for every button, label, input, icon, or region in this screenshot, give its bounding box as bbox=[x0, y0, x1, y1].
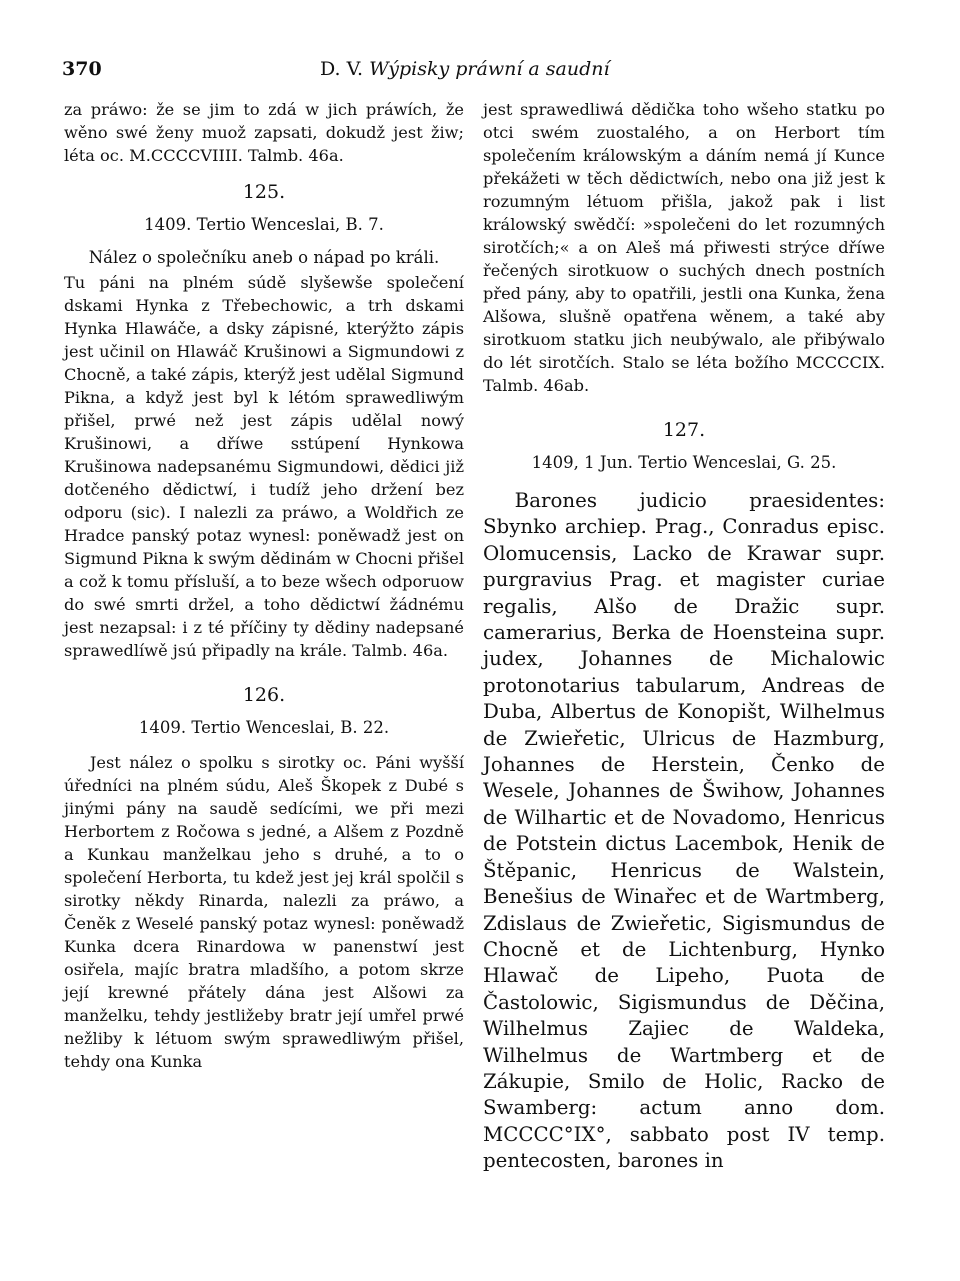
page-number: 370 bbox=[62, 58, 102, 80]
section-126-number: 126. bbox=[242, 684, 286, 706]
section-127-number: 127. bbox=[662, 419, 706, 441]
section-125-number: 125. bbox=[242, 181, 286, 203]
right-column bbox=[483, 98, 885, 1175]
left-column bbox=[64, 98, 464, 1073]
section-label: D. V. bbox=[320, 58, 364, 80]
right-continuation-text: jest sprawedliwá dědička toho wšeho statku po otci swém zuostalého, a on Herbort tím společením králowským a dáním nemá jí Kunce překážeti w těch dědictwích, nebo ona již jest k rozumným létuom přišla, jakož pak i list králowský swědčí: »společeni do let rozumných sirotčích;« a on Aleš má přiwesti strýce dříwe řečených sirotkuow o suchých dnech postních před pány, aby to opatřili, jestli ona Kunka, žena Alšowa, slušně opatřena wěnem, a také aby sirotkuom statku jich neubýwalo, ale přibýwalo do lét sirotčích. Stalo se léta božího MCCCCIX. Talmb. 46ab. bbox=[483, 100, 885, 395]
left-intro-text: za práwo: že se jim to zdá w jich práwích, že wěno swé ženy muož zapsati, dokudž jest žiw; léta oc. M.CCCCVIIII. Talmb. 46a. bbox=[64, 100, 464, 165]
section-125-meta: 1409. Tertio Wenceslai, B. 7. bbox=[144, 215, 384, 234]
section-127-meta: 1409, 1 Jun. Tertio Wenceslai, G. 25. bbox=[531, 453, 837, 472]
section-125-heading: Nález o společníku aneb o nápad po králi. bbox=[88, 248, 440, 267]
section-title: Wýpisky práwní a saudní bbox=[369, 58, 610, 80]
section-126-body: Jest nález o spolku s sirotky oc. Páni wyšší úředníci na plném súdu, Aleš Škopek z Dubé s jinými pány na saudě sedícími, we při mezi Herbortem z Ročowa s jedné, a Alšem z Pozdně a Kunkau manželkau jeho s druhé, a to o společení Herborta, tu kdež jest jej král spolčil s sirotky někdy Rinarda, nalezli za práwo, a Čeněk z Weselé panský potaz wynesl: poněwadž Kunka dcera Rinardowa w panenstwí jest osiřela, majíc bratra mladšího, a potom skrze její krewné přátely dána jest Alšowi za manželku, tehdy jestližeby bratr její umřel prwé nežliby k létuom swým sprawedliwým přišel, tehdy ona Kunka bbox=[64, 753, 464, 1071]
section-127-body: Barones judicio praesidentes: Sbynko archiep. Prag., Conradus episc. Olomucensis, Lacko de Krawar supr. purgravius Prag. et magister curiae regalis, Alšo de Dražic supr. camerarius, Berka de Hoensteina supr. judex, Johannes de Michalowic protonotarius tabularum, Andreas de Duba, Albertus de Konopišt, Wilhelmus de Zwieřetic, Ulricus de Hazmburg, Johannes de Herstein, Čenko de Wesele, Johannes de Šwihow, Johannes de Wilhartic et de Novadomo, Henricus de Potstein dictus Lacembok, Henik de Štěpanic, Henricus de Walstein, Benešius de Winařec et de Wartmberg, Zdislaus de Zwieřetic, Sigismundus de Chocně et de Lichtenburg, Hynko Hlawač de Lipeho, Puota de Častolowic, Sigismundus de Děčina, Wilhelmus Zajiec de Waldeka, Wilhelmus de Wartmberg et de Zákupie, Smilo de Holic, Racko de Swamberg: actum anno dom. MCCCC°IX°, sabbato post IV temp. pentecosten, barones in bbox=[483, 489, 885, 1173]
section-125-body: Tu páni na plném súdě slyšewše společení dskami Hynka z Třebechowic, a trh dskami Hynka Hlawáče, a dsky zápisné, kterýžto zápis jest učinil on Hlawáč Krušinowi a Sigmundowi z Chocně, a také zápis, kterýž jest udělal Sigmund Pikna, a když jest byl k létóm sprawedliwým přišel, prwé než jest zápis udělal nowý Krušinowi, a dříwe sstúpení Hynkowa Krušinowa nadepsanému Sigmundowi, dědici již dotčeného dědictwí, i tudíž jeho držení bez odporu (sic). I nalezli za práwo, a Woldřich ze Hradce panský potaz wynesl: poněwadž jest on Sigmund Pikna k swým dědinám w Chocni přišel a což k tomu přísluší, a to beze wšech odporuow do swé smrti držel, a toho dědictwí žádnému jest nezapsal: i z té příčiny ty dědiny nadepsané sprawedlíwě jsú připadly na krále. Talmb. 46a. bbox=[64, 273, 464, 660]
page-header bbox=[62, 58, 898, 92]
section-126-meta: 1409. Tertio Wenceslai, B. 22. bbox=[138, 718, 390, 737]
running-title bbox=[320, 58, 610, 80]
